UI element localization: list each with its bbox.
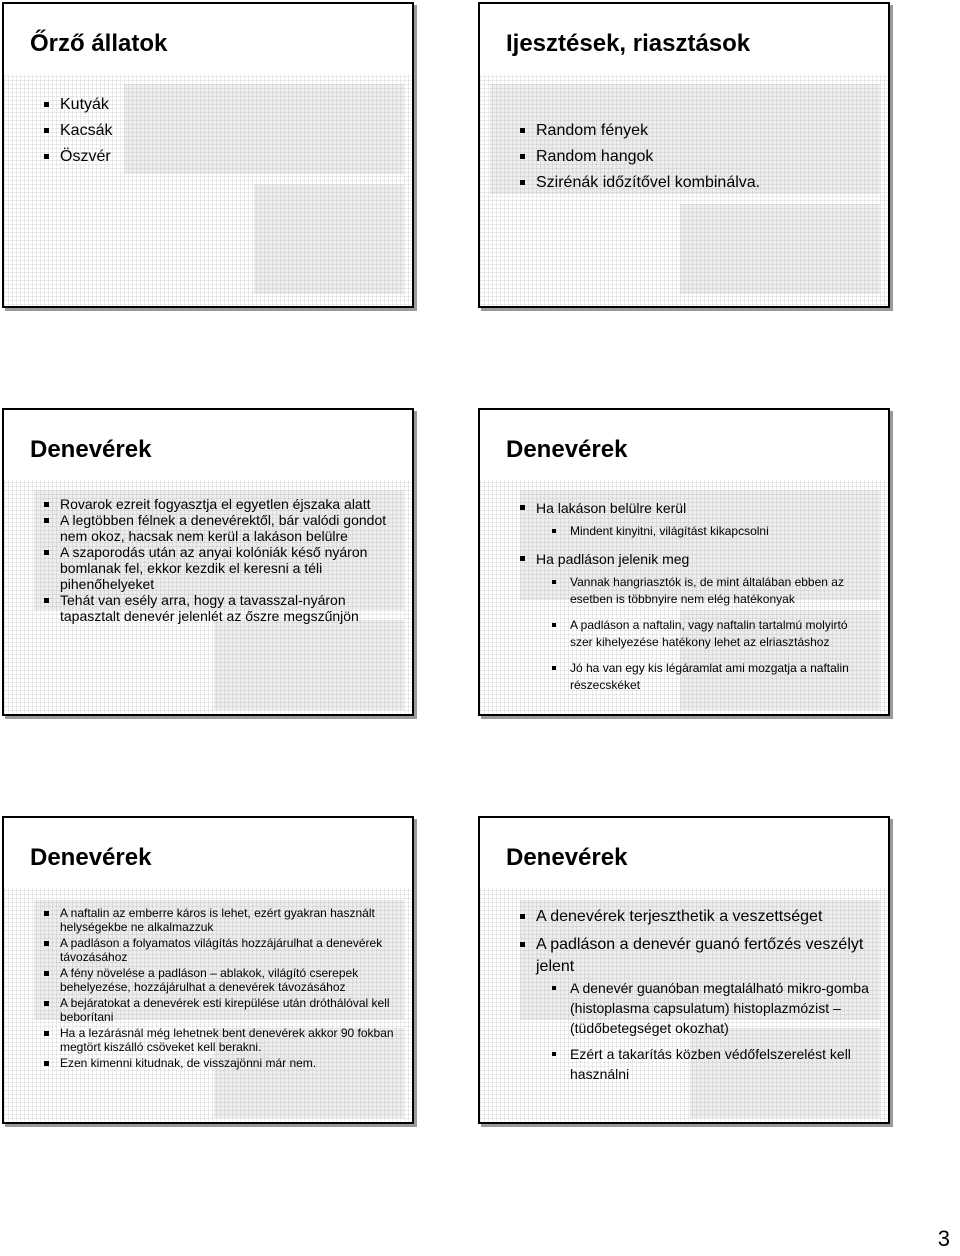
list-item: Öszvér <box>44 144 398 170</box>
list-item <box>520 906 870 928</box>
sub-list-item: Ezért a takarítás közben védőfelszerelést kell használni <box>536 1044 870 1084</box>
bullet-list <box>520 118 874 196</box>
bullet-list <box>44 496 392 624</box>
slide-title: Denevérek <box>506 436 628 463</box>
background-pattern <box>214 620 404 710</box>
slide-title: Denevérek <box>30 436 152 463</box>
slide-6 <box>478 816 890 1124</box>
background-pattern <box>680 204 880 294</box>
list-item: Random fények <box>520 118 874 144</box>
list-item: A bejáratokat a denevérek esti kirepülése után dróthálóval kell beborítani <box>44 996 396 1024</box>
list-item: Random hangok <box>520 144 874 170</box>
slide-title: Ijesztések, riasztások <box>506 30 751 57</box>
slide-content <box>44 496 392 624</box>
page-number: 3 <box>937 1226 950 1251</box>
list-item: A fény növelése a padláson – ablakok, világító cserepek behelyezése, hozzájárulhat a denevérek távozásához <box>44 966 396 994</box>
list-item: A naftalin az emberre káros is lehet, ezért gyakran használt helységekbe ne alkalmazzuk <box>44 906 396 934</box>
list-item: Rovarok ezreit fogyasztja el egyetlen éjszaka alatt <box>44 496 392 512</box>
list-item-text: A padláson a denevér guanó fertőzés veszélyt jelent <box>536 936 864 975</box>
list-item-text: Ha lakáson belülre kerül <box>536 500 687 516</box>
sub-bullet-list <box>536 574 872 694</box>
sub-list-item: A denevér guanóban megtalálható mikro-gomba (histoplasma capsulatum) histoplazmózist – (tüdőbetegséget okozhat) <box>536 978 870 1038</box>
slide-content <box>44 906 396 1072</box>
list-item <box>520 549 872 694</box>
slide-4 <box>478 408 890 716</box>
list-item: Kutyák <box>44 92 398 118</box>
slide-title: Őrző állatok <box>30 30 168 57</box>
list-item: A legtöbben félnek a denevérektől, bár valódi gondot nem okoz, hacsak nem kerül a lakáson belülre <box>44 512 392 544</box>
list-item <box>520 498 872 540</box>
slide-content <box>520 498 872 703</box>
list-item: A szaporodás után az anyai kolóniák késő nyáron bomlanak fel, ekkor kezdik el keresni a téli pihenőhelyeket <box>44 544 392 592</box>
list-item: Ha a lezárásnál még lehetnek bent denevérek akkor 90 fokban megtört kiszálló csöveket kell berakni. <box>44 1026 396 1054</box>
slide-3 <box>2 408 414 716</box>
slide-content <box>520 118 874 196</box>
list-item: Tehát van esély arra, hogy a tavasszal-nyáron tapasztalt denevér jelenlét az őszre megszűnjön <box>44 592 392 624</box>
slide-5 <box>2 816 414 1124</box>
list-item <box>520 934 870 1084</box>
slide-content <box>44 92 398 170</box>
slide-content <box>520 906 870 1090</box>
slide-title: Denevérek <box>506 844 628 871</box>
sub-bullet-list <box>536 523 872 540</box>
list-item: A padláson a folyamatos világítás hozzájárulhat a denevérek távozásához <box>44 936 396 964</box>
slide-2 <box>478 2 890 308</box>
sub-list-item: Vannak hangriasztók is, de mint általában ebben az esetben is többnyire nem elég hatékonyak <box>536 574 872 608</box>
sub-list-item: A padláson a naftalin, vagy naftalin tartalmú molyirtó szer kihelyezése hatékony lehet az elriasztáshoz <box>536 617 872 651</box>
slide-1 <box>2 2 414 308</box>
list-item-text: A denevérek terjeszthetik a veszettséget <box>536 908 823 925</box>
sub-list-item: Jó ha van egy kis légáramlat ami mozgatja a naftalin részecskéket <box>536 660 872 694</box>
list-item: Ezen kimenni kitudnak, de visszajönni már nem. <box>44 1056 396 1070</box>
bullet-list <box>44 92 398 170</box>
sub-list-item: Mindent kinyitni, világítást kikapcsolni <box>536 523 872 540</box>
list-item-text: Ha padláson jelenik meg <box>536 551 690 567</box>
bullet-list <box>520 498 872 694</box>
background-pattern <box>254 184 404 294</box>
slide-title: Denevérek <box>30 844 152 871</box>
bullet-list <box>520 906 870 1084</box>
list-item: Szirénák időzítővel kombinálva. <box>520 170 874 196</box>
sub-bullet-list <box>536 978 870 1084</box>
bullet-list <box>44 906 396 1070</box>
list-item: Kacsák <box>44 118 398 144</box>
